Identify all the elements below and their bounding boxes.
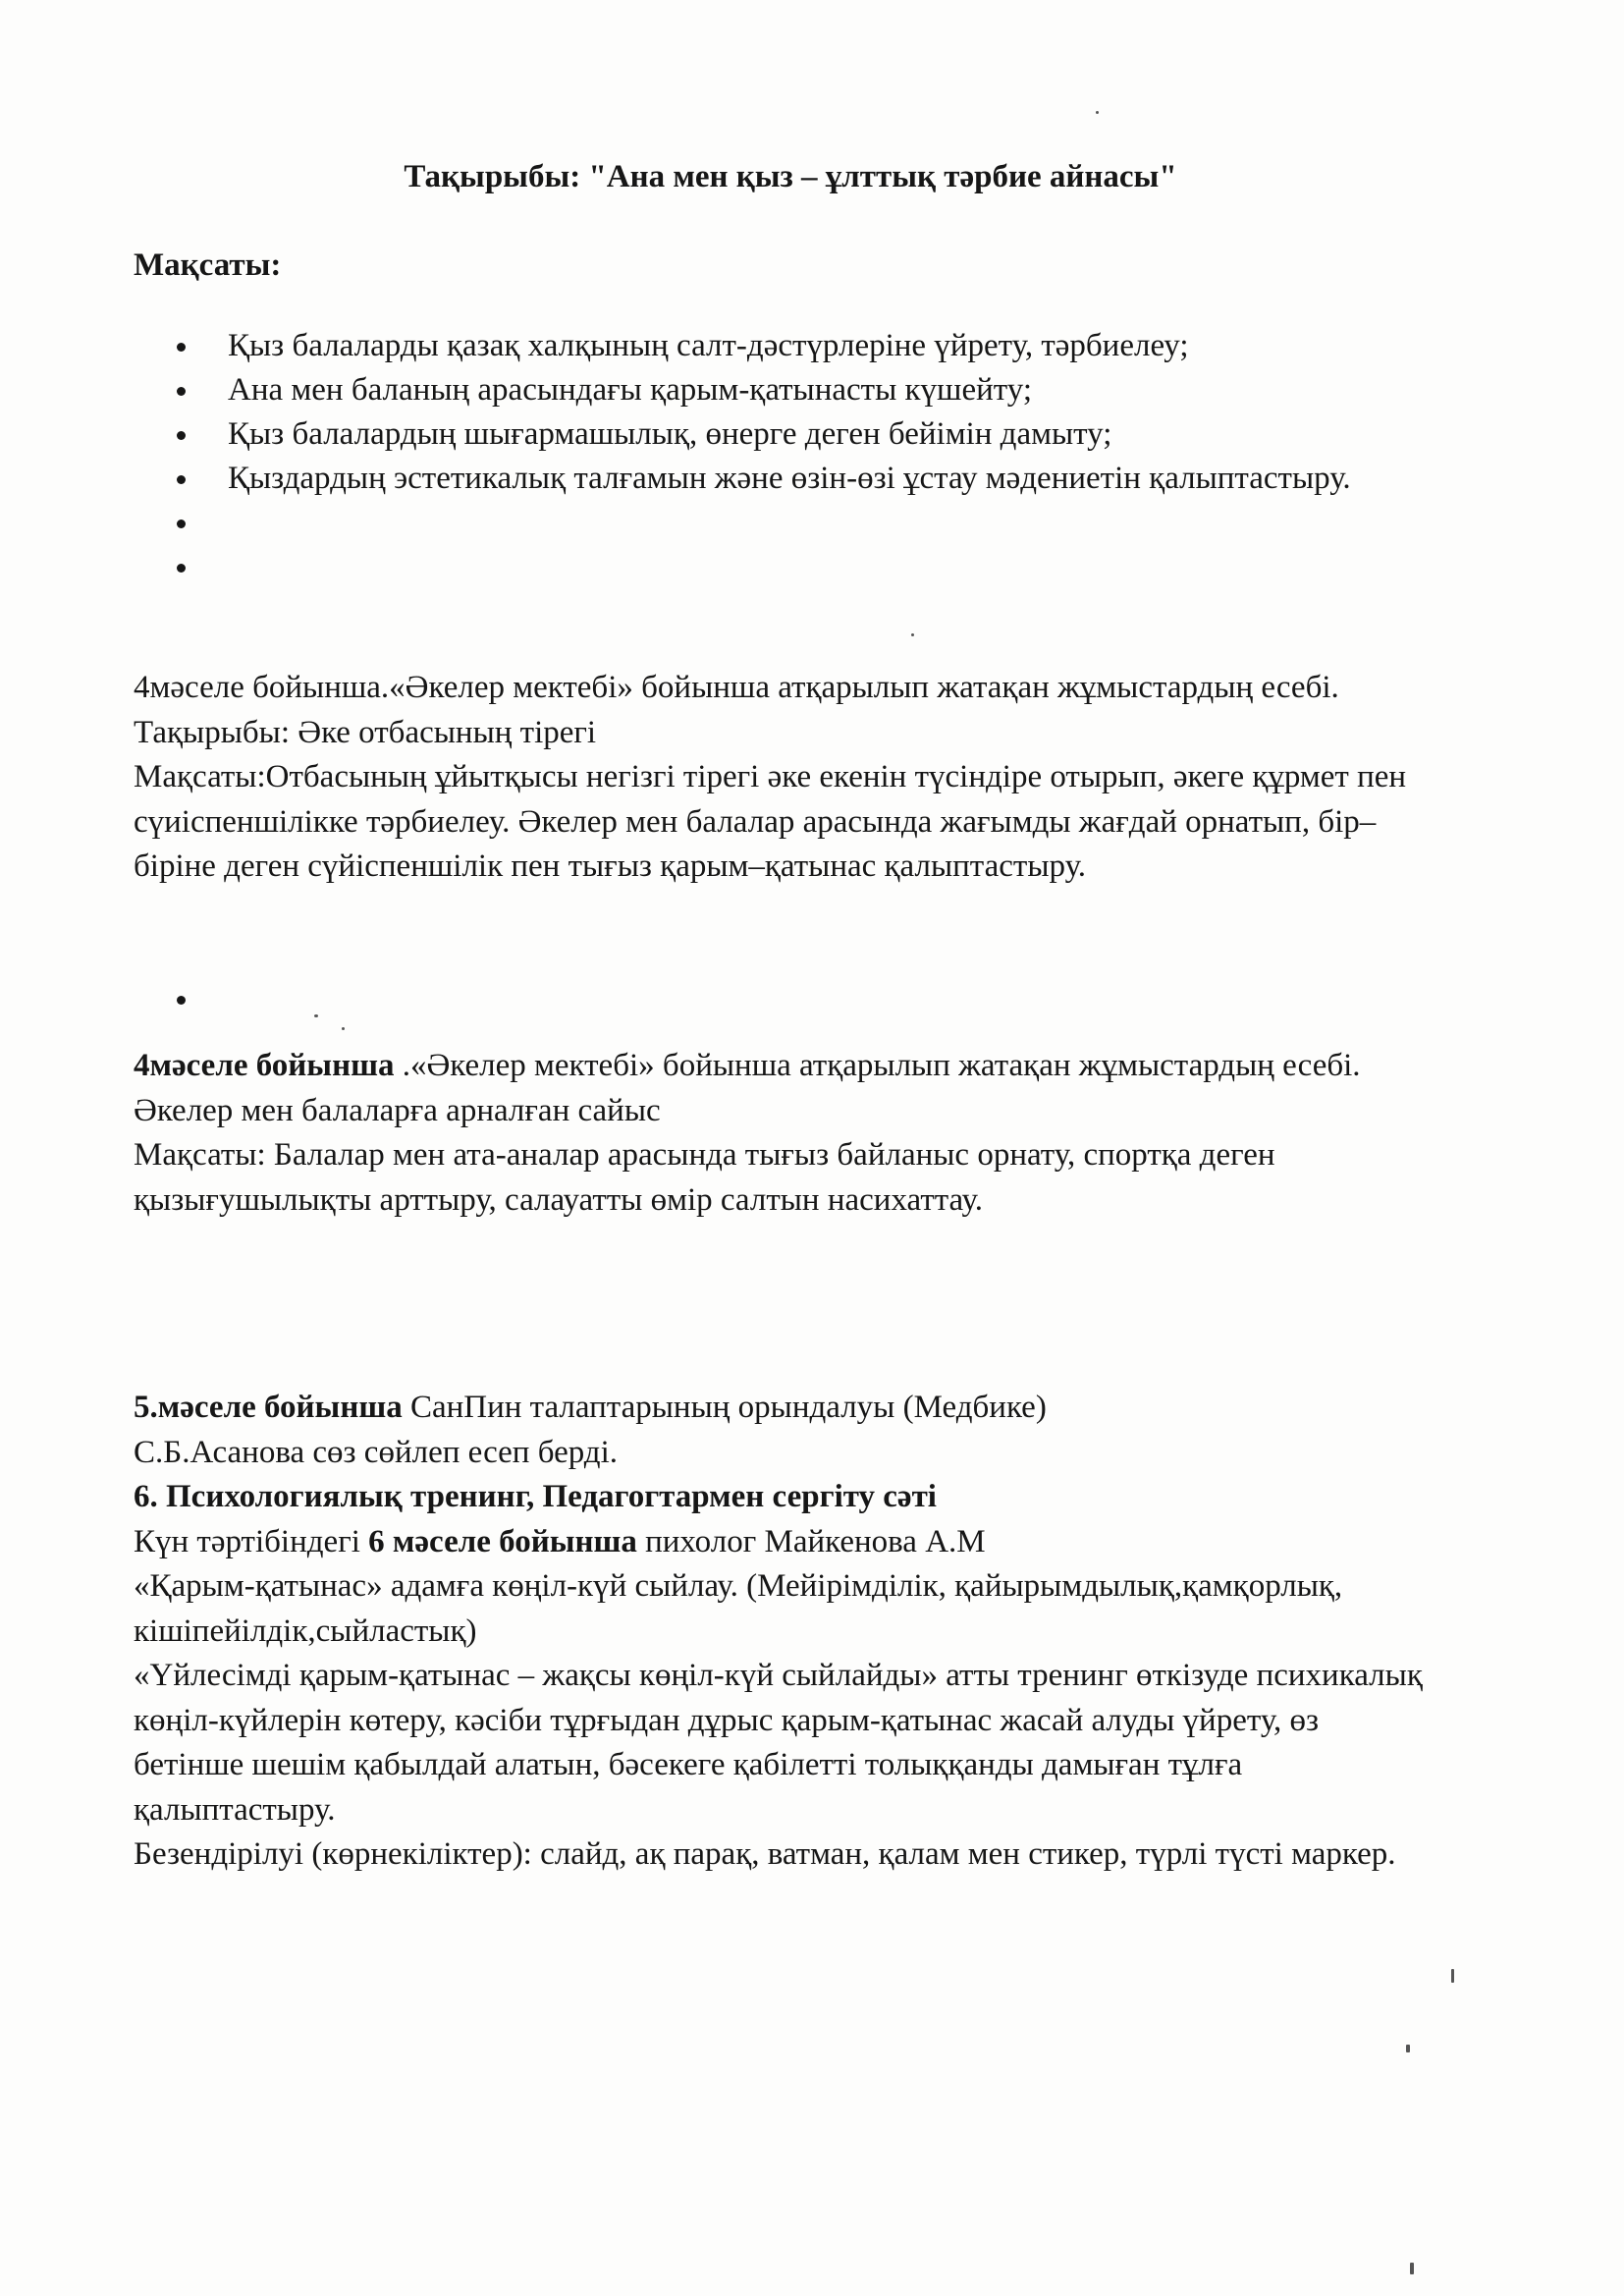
section-4a-intro: 4мәселе бойынша.«Әкелер мектебі» бойынша атқарылып жатақан жұмыстардың есебі. xyxy=(134,670,1339,705)
list-item: Қыздардың эстетикалық талғамын және өзін-өзі ұстау мәдениетін қалыптастыру. xyxy=(134,457,1400,501)
section-4b-event: Әкелер мен балаларға арналған сайыс xyxy=(134,1092,661,1128)
list-item: Ана мен баланың арасындағы қарым-қатынасты күшейту; xyxy=(134,368,1400,412)
section-4a xyxy=(134,666,1430,890)
section-4a-goal: Мақсаты:Отбасының ұйытқысы негізгі тірегі әке екенін түсіндіре отырып, әкеге құрмет пен сүиіспеншілікке тәрбиелеу. Әкелер мен балалар арасында жағымды жағдай орнатып, бір–біріне деген сүйіспеншілік пен тығыз қарым–қатынас қалыптастыру. xyxy=(134,759,1407,884)
section-6-intro xyxy=(134,1520,1430,1565)
goals-list xyxy=(134,324,1400,589)
section-6-heading xyxy=(134,1475,1430,1520)
section-6-paragraph-1: «Қарым-қатынас» адамға көңіл-күй сыйлау. (Мейірімділік, қайырымдылық,қамқорлық, кішіпейілдік,сыйластық) xyxy=(134,1568,1343,1649)
empty-list-item xyxy=(134,545,1400,589)
bullet-icon xyxy=(177,996,186,1005)
scan-speck xyxy=(1406,2045,1410,2052)
scan-speck xyxy=(911,633,914,636)
section-5-label: 5.мәселе бойынша xyxy=(134,1390,403,1425)
scan-speck xyxy=(1096,111,1099,114)
list-item: Қыз балалардың шығармашылық, өнерге деген бейімін дамыту; xyxy=(134,412,1400,457)
section-6-intro-bold: 6 мәселе бойынша xyxy=(368,1523,637,1559)
section-6-intro-post: пихолог Майкенова А.М xyxy=(636,1523,986,1559)
list-item: Қыз балаларды қазақ халқының салт-дәстүрлеріне үйрету, тәрбиелеу; xyxy=(134,324,1400,368)
section-5-intro xyxy=(134,1386,1430,1431)
section-4b-intro xyxy=(134,1044,1430,1089)
section-5 xyxy=(134,1386,1430,1878)
scan-speck xyxy=(1451,1969,1454,1983)
section-5-text: СанПин талаптарының орындалуы (Медбике) xyxy=(402,1390,1047,1425)
section-4b-label: 4мәселе бойынша xyxy=(134,1048,395,1083)
scan-speck xyxy=(1410,2263,1414,2274)
scan-speck xyxy=(314,1014,318,1017)
section-6-heading-text: 6. Психологиялық тренинг, Педагогтармен сергіту сәті xyxy=(134,1479,937,1514)
scan-speck xyxy=(342,1027,345,1030)
section-4b xyxy=(134,1044,1430,1223)
goals-heading: Мақсаты: xyxy=(134,247,282,283)
section-5-report: С.Б.Асанова сөз сөйлеп есеп берді. xyxy=(134,1434,618,1470)
section-4a-topic: Тақырыбы: Әке отбасының тірегі xyxy=(134,714,597,750)
section-6-paragraph-2: «Үйлесімді қарым-қатынас – жақсы көңіл-күй сыйлайды» атты тренинг өткізуде психикалық көңіл-күйлерін көтеру, кәсіби тұрғыдан дұрыс қарым-қатынас жасай алуды үйрету, өз бетінше шешім қабылдай алатын, бәсекеге қабілетті толыққанды дамыған тұлға қалыптастыру. xyxy=(134,1658,1423,1828)
section-6-intro-pre: Күн тәртібіндегі xyxy=(134,1523,369,1559)
section-4b-text: .«Әкелер мектебі» бойынша атқарылып жатақан жұмыстардың есебі. xyxy=(394,1048,1361,1083)
section-6-paragraph-3: Безендірілуі (көрнекіліктер): слайд, ақ парақ, ватман, қалам мен стикер, түрлі түсті маркер. xyxy=(134,1836,1396,1872)
empty-list-item xyxy=(134,501,1400,545)
document-title: Тақырыбы: "Ана мен қыз – ұлттық тәрбие айнасы" xyxy=(404,159,1177,194)
section-4b-goal: Мақсаты: Балалар мен ата-аналар арасында тығыз байланыс орнату, спортқа деген қызығушылықты арттыру, салауатты өмір салтын насихаттау. xyxy=(134,1137,1275,1218)
